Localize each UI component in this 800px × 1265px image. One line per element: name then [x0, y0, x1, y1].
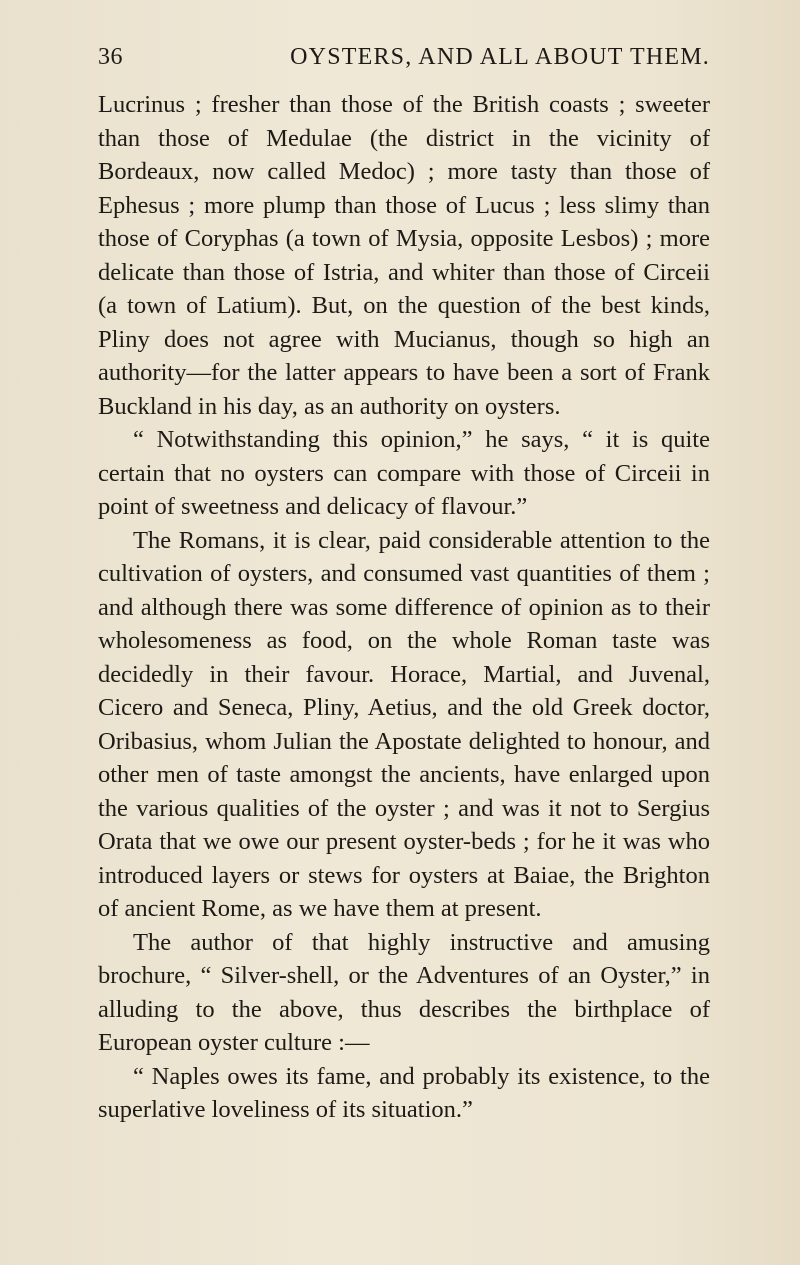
- body-text: [98, 88, 710, 1127]
- running-title: OYSTERS, AND ALL ABOUT THEM.: [290, 44, 710, 70]
- paragraph-4: The author of that highly instructive and amusing brochure, “ Silver-shell, or the Adventures of an Oyster,” in alluding to the above, thus describes the birthplace of European oyster culture :—: [98, 928, 710, 1056]
- paragraph-1: Lucrinus ; fresher than those of the British coasts ; sweeter than those of Medulae (the district in the vicinity of Bordeaux, now called Medoc) ; more tasty than those of Ephesus ; more plump than those of Lucus ; less slimy than those of Coryphas (a town of Mysia, opposite Lesbos) ; more delicate than those of Istria, and whiter than those of Circeii (a town of Latium). But, on the question of the best kinds, Pliny does not agree with Mucianus, though so high an authority—for the latter appears to have been a sort of Frank Buckland in his day, as an authority on oysters.: [98, 91, 710, 420]
- paragraph-3: The Romans, it is clear, paid considerable attention to the cultivation of oysters, and consumed vast quantities of them ; and although there was some difference of opinion as to their wholesomeness as food, on the whole Roman taste was decidedly in their favour. Horace, Martial, and Juvenal, Cicero and Seneca, Pliny, Aetius, and the old Greek doctor, Oribasius, whom Julian the Apostate delighted to honour, and other men of taste amongst the ancients, have enlarged upon the various qualities of the oyster ; and was it not to Sergius Orata that we owe our present oyster-beds ; for he it was who introduced layers or stews for oysters at Baiae, the Brighton of ancient Rome, as we have them at present.: [98, 526, 710, 922]
- paragraph-2: “ Notwithstanding this opinion,” he says, “ it is quite certain that no oysters can compare with those of Circeii in point of sweetness and delicacy of flavour.”: [98, 426, 710, 520]
- page-header: [98, 44, 710, 80]
- paragraph-5: “ Naples owes its fame, and probably its existence, to the superlative loveliness of its situation.”: [98, 1062, 710, 1123]
- page-number: 36: [98, 44, 123, 70]
